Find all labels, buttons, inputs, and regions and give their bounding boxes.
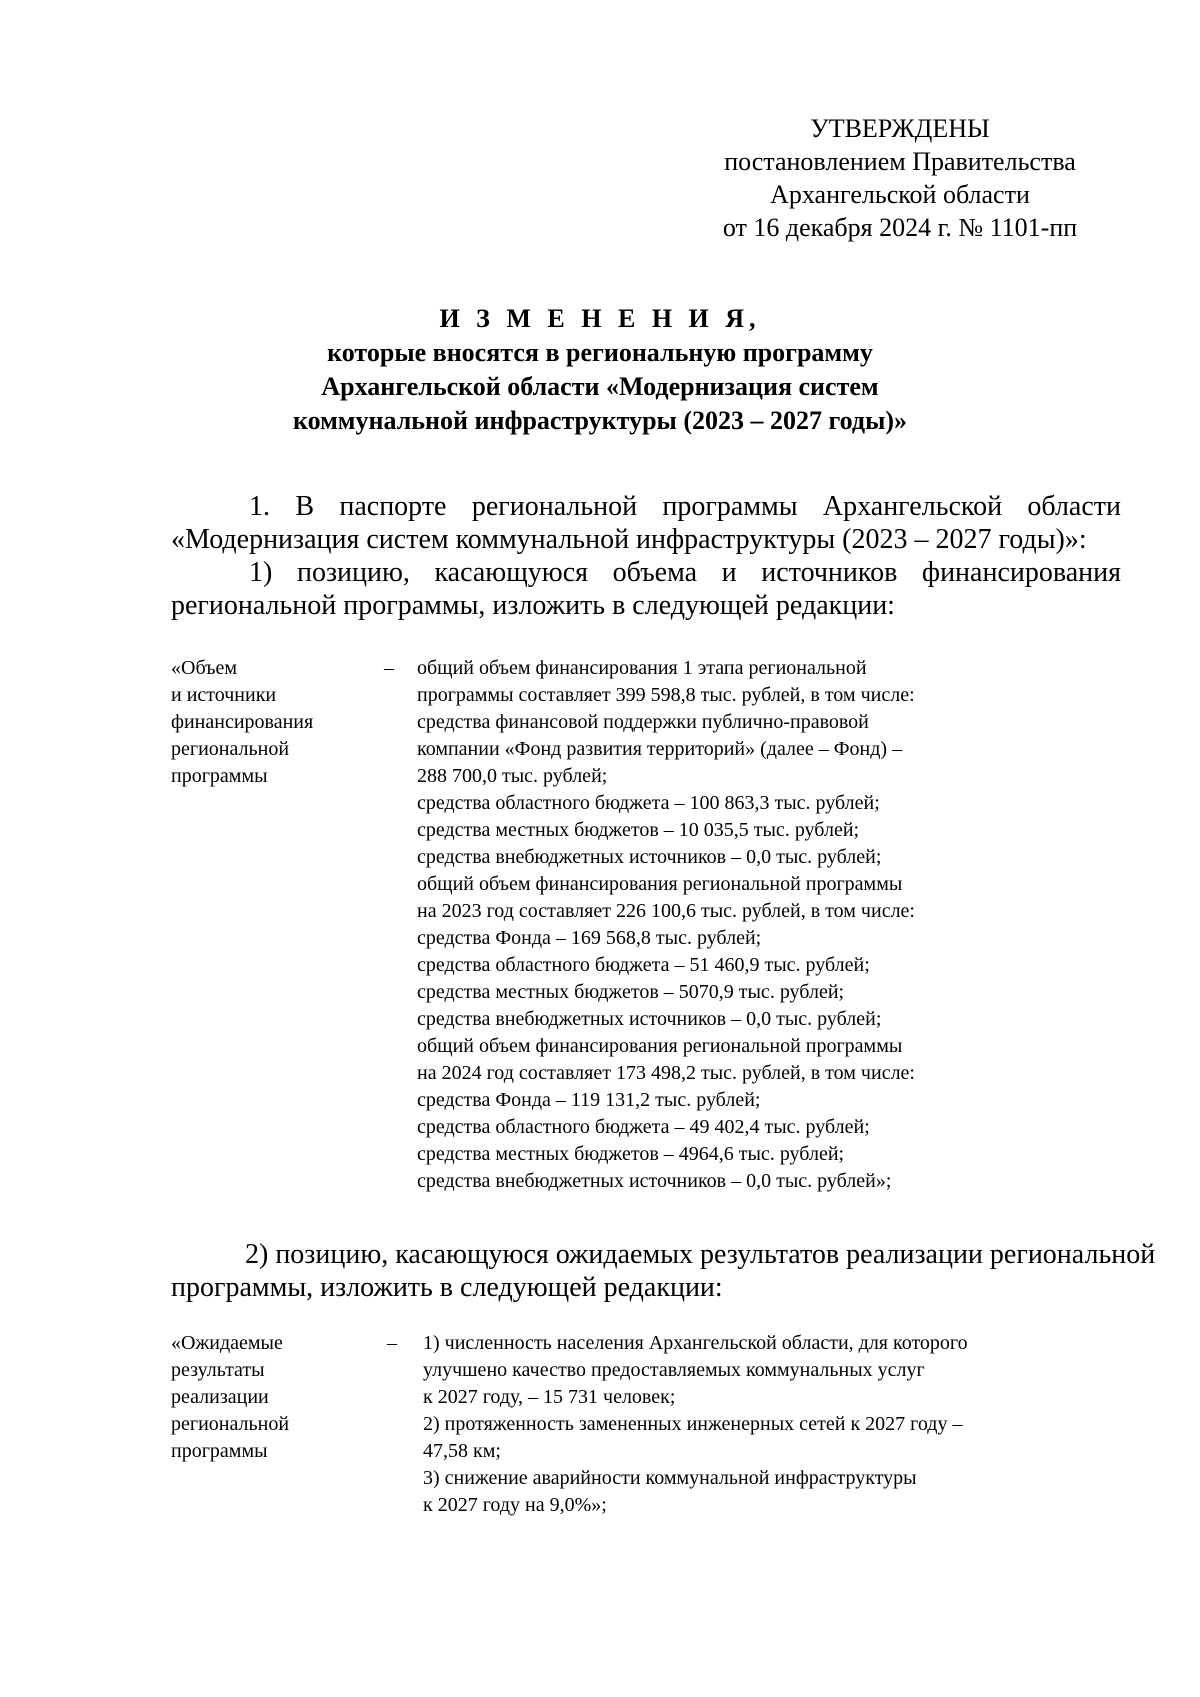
position-dash: – — [387, 1332, 397, 1354]
text-line: средства Фонда – 119 131,2 тыс. рублей; — [417, 1089, 761, 1111]
text-line: средства внебюджетных источников – 0,0 тыс. рублей; — [417, 1008, 882, 1030]
text-line: средства областного бюджета – 49 402,4 тыс. рублей; — [417, 1116, 870, 1138]
label-line: региональной — [171, 738, 290, 760]
text-line: компании «Фонд развития территорий» (далее – Фонд) – — [417, 738, 903, 760]
text-line: средства областного бюджета – 51 460,9 тыс. рублей; — [417, 954, 870, 976]
approval-line: Архангельской области — [770, 180, 1030, 209]
text-line: 3) снижение аварийности коммунальной инфраструктуры — [423, 1467, 917, 1489]
text-line: 1) численность населения Архангельской области, для которого — [423, 1332, 968, 1354]
approval-line: постановлением Правительства — [724, 147, 1076, 176]
text-line: средства финансовой поддержки публично-правовой — [417, 711, 869, 733]
paragraph-line: 1. В паспорте региональной программы Архангельской области — [249, 491, 1121, 522]
label-line: «Ожидаемые — [171, 1332, 283, 1354]
text-line: на 2024 год составляет 173 498,2 тыс. рублей, в том числе: — [417, 1062, 915, 1084]
approval-line: УТВЕРЖДЕНЫ — [810, 114, 990, 143]
position-label — [171, 1330, 371, 1465]
text-line: 288 700,0 тыс. рублей; — [417, 765, 608, 787]
text-line: к 2027 году, – 15 731 человек; — [423, 1386, 676, 1408]
title-line: Архангельской области «Модернизация систем — [321, 372, 879, 401]
paragraph-line: программы, изложить в следующей редакции: — [171, 1272, 723, 1303]
position-dash: – — [384, 657, 394, 679]
text-line: программы составляет 399 598,8 тыс. рублей, в том числе: — [417, 684, 915, 706]
paragraph-line: 1) позицию, касающуюся объема и источников финансирования — [249, 557, 1121, 588]
results-position-table — [171, 1330, 1131, 1530]
approval-stamp — [640, 112, 1160, 244]
title-heading: И З М Е Н Е Н И Я, — [439, 304, 761, 333]
text-line: 47,58 км; — [423, 1440, 501, 1462]
text-line: средства внебюджетных источников – 0,0 тыс. рублей; — [417, 846, 882, 868]
paragraph-line: 2) позицию, касающуюся ожидаемых результатов реализации региональной — [245, 1239, 1156, 1270]
label-line: финансирования — [171, 711, 314, 733]
label-line: и источники — [171, 684, 277, 706]
text-line: на 2023 год составляет 226 100,6 тыс. рублей, в том числе: — [417, 900, 915, 922]
title-line: коммунальной инфраструктуры (2023 – 2027 годы)» — [292, 406, 908, 435]
title-line: которые вносятся в региональную программу — [327, 338, 873, 367]
text-line: общий объем финансирования региональной программы — [417, 1035, 903, 1057]
label-line: программы — [171, 1440, 268, 1462]
text-line: средства местных бюджетов – 5070,9 тыс. рублей; — [417, 981, 845, 1003]
financing-position-table — [171, 655, 1131, 1215]
text-line: к 2027 году на 9,0%»; — [423, 1494, 607, 1516]
text-line: средства местных бюджетов – 10 035,5 тыс. рублей; — [417, 819, 860, 841]
label-line: программы — [171, 765, 268, 787]
paragraph-line: «Модернизация систем коммунальной инфраструктуры (2023 – 2027 годы)»: — [171, 524, 1087, 555]
label-line: результаты — [171, 1359, 265, 1381]
label-line: реализации — [171, 1386, 269, 1408]
label-line: региональной — [171, 1413, 290, 1435]
position-text — [423, 1330, 968, 1519]
text-line: средства местных бюджетов – 4964,6 тыс. рублей; — [417, 1143, 845, 1165]
text-line: 2) протяженность замененных инженерных сетей к 2027 году – — [423, 1413, 963, 1435]
position-label — [171, 655, 371, 790]
text-line: улучшено качество предоставляемых коммунальных услуг — [423, 1359, 925, 1381]
text-line: средства областного бюджета – 100 863,3 тыс. рублей; — [417, 792, 880, 814]
position-text — [417, 655, 915, 1195]
item-2-paragraph — [171, 1238, 1156, 1304]
label-line: «Объем — [171, 657, 237, 679]
document-title — [140, 302, 1060, 438]
paragraph-line: региональной программы, изложить в следующей редакции: — [171, 590, 895, 621]
text-line: общий объем финансирования региональной программы — [417, 873, 903, 895]
item-1-paragraph — [171, 556, 1121, 622]
approval-date-number: от 16 декабря 2024 г. № 1101-пп — [722, 213, 1078, 242]
text-line: средства внебюджетных источников – 0,0 тыс. рублей»; — [417, 1170, 892, 1192]
text-line: средства Фонда – 169 568,8 тыс. рублей; — [417, 927, 762, 949]
text-line: общий объем финансирования 1 этапа региональной — [417, 657, 867, 679]
section-1-paragraph — [171, 490, 1121, 556]
